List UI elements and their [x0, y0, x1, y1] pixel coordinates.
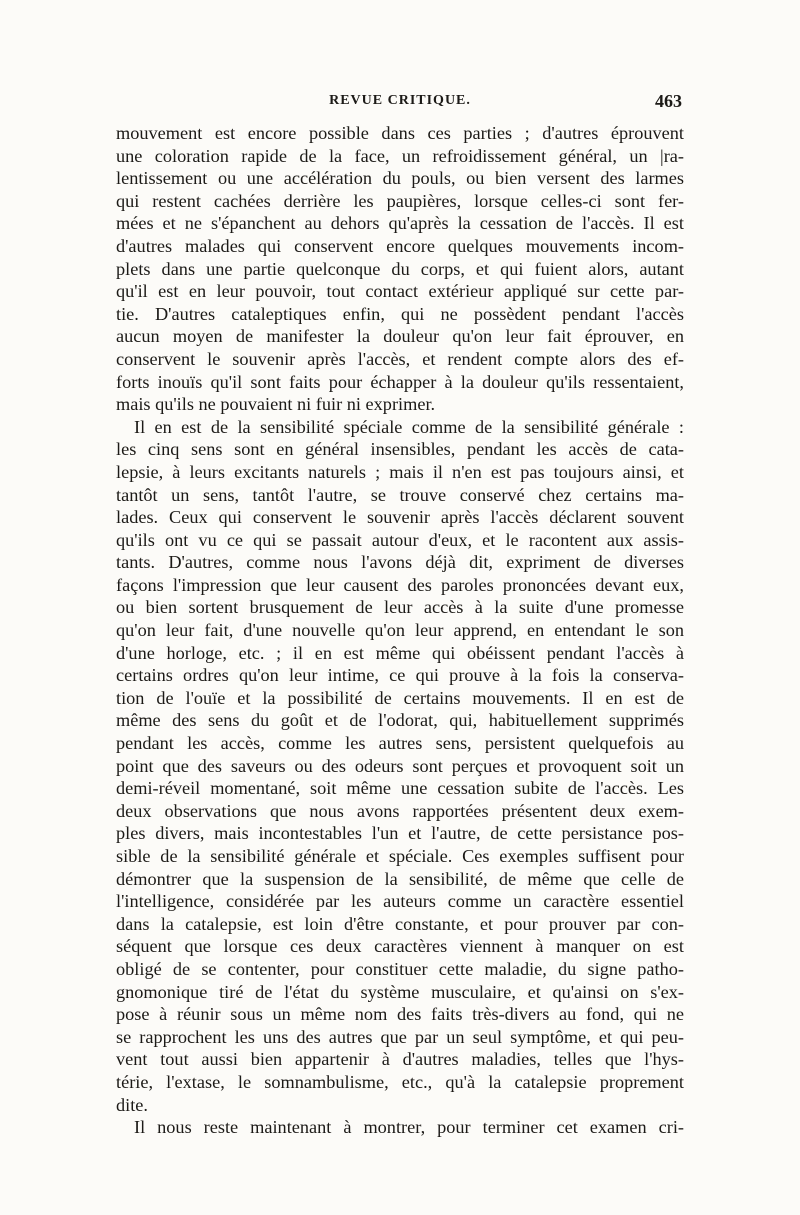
- text-line: gnomonique tiré de l'état du système musculaire, et qu'ainsi on s'ex-: [116, 981, 684, 1002]
- text-line: ples divers, mais incontestables l'un et l'autre, de cette persistance pos-: [116, 823, 684, 844]
- text-line: séquent que lorsque ces deux caractères viennent à manquer on est: [116, 936, 684, 957]
- text-line: pendant les accès, comme les autres sens, persistent quelquefois au: [116, 733, 684, 754]
- text-line: ou bien sortent brusquement de leur accès à la suite d'une promesse: [116, 597, 684, 618]
- text-line: lepsie, à leurs excitants naturels ; mais il n'en est pas toujours ainsi, et: [116, 461, 684, 482]
- text-line: même des sens du goût et de l'odorat, qui, habituellement supprimés: [116, 710, 684, 731]
- text-line: aucun moyen de manifester la douleur qu'on leur fait éprouver, en: [116, 326, 684, 347]
- text-line: point que des saveurs ou des odeurs sont perçues et provoquent soit un: [116, 755, 684, 776]
- text-line: dans la catalepsie, est loin d'être constante, et pour prouver par con-: [116, 913, 684, 934]
- text-line: Il en est de la sensibilité spéciale comme de la sensibilité générale :: [134, 416, 684, 437]
- text-line: térie, l'extase, le somnambulisme, etc., qu'à la catalepsie proprement: [116, 1071, 684, 1092]
- text-line: tie. D'autres cataleptiques enfin, qui ne possèdent pendant l'accès: [116, 303, 684, 324]
- text-line: demi-réveil momentané, soit même une cessation subite de l'accès. Les: [116, 778, 684, 799]
- page-number: 463: [655, 91, 682, 111]
- text-line: lades. Ceux qui conservent le souvenir après l'accès déclarent souvent: [116, 507, 684, 528]
- text-line: sible de la sensibilité générale et spéciale. Ces exemples suffisent pour: [116, 846, 684, 866]
- text-line: se rapprochent les uns des autres que par un seul symptôme, et qui peu-: [116, 1026, 684, 1047]
- text-line: forts inouïs qu'il sont faits pour échapper à la douleur qu'ils ressentaient,: [116, 371, 684, 392]
- page-header: [116, 93, 684, 117]
- text-line: mées et ne s'épanchent au dehors qu'après la cessation de l'accès. Il est: [116, 213, 684, 234]
- text-line: qu'on leur fait, d'une nouvelle qu'on leur apprend, en entendant le son: [116, 620, 684, 641]
- text-line: certains ordres qu'on leur intime, ce qui prouve à la fois la conserva-: [116, 665, 684, 686]
- text-line: d'autres malades qui conservent encore quelques mouvements incom-: [116, 235, 684, 256]
- text-line: tants. D'autres, comme nous l'avons déjà dit, expriment de diverses: [116, 552, 684, 573]
- text-line: pose à réunir sous un même nom des faits très-divers au fond, qui ne: [116, 1004, 684, 1025]
- text-line: l'intelligence, considérée par les auteurs comme un caractère essentiel: [116, 891, 684, 912]
- text-line: une coloration rapide de la face, un refroidissement général, un |ra-: [116, 145, 684, 166]
- text-line: lentissement ou une accélération du pouls, ou bien versent des larmes: [116, 168, 684, 189]
- text-line: tion de l'ouïe et la possibilité de certains mouvements. Il en est de: [116, 687, 684, 708]
- text-line: qui restent cachées derrière les paupières, lorsque celles-ci sont fer-: [116, 190, 684, 211]
- text-line: Il nous reste maintenant à montrer, pour terminer cet examen cri-: [134, 1117, 684, 1138]
- text-line: obligé de se contenter, pour constituer cette maladie, du signe patho-: [116, 958, 684, 979]
- text-line: qu'il est en leur pouvoir, tout contact extérieur appliqué sur cette par-: [116, 281, 684, 302]
- text-line: mouvement est encore possible dans ces parties ; d'autres éprouvent: [116, 123, 684, 143]
- body-text: [116, 122, 684, 1139]
- text-line: plets dans une partie quelconque du corps, et qui fuient alors, autant: [116, 258, 684, 279]
- text-line: tantôt un sens, tantôt l'autre, se trouve conservé chez certains ma-: [116, 484, 684, 505]
- text-line: les cinq sens sont en général insensibles, pendant les accès de cata-: [116, 439, 684, 460]
- text-line: conservent le souvenir après l'accès, et rendent compte alors des ef-: [116, 348, 684, 369]
- text-line: dite.: [116, 1094, 148, 1115]
- running-title: REVUE CRITIQUE.: [329, 93, 471, 108]
- text-line: démontrer que la suspension de la sensibilité, de même que celle de: [116, 868, 684, 889]
- text-line: mais qu'ils ne pouvaient ni fuir ni exprimer.: [116, 394, 436, 415]
- text-line: deux observations que nous avons rapportées présentent deux exem-: [116, 800, 684, 821]
- text-line: d'une horloge, etc. ; il en est même qui obéissent pendant l'accès à: [116, 642, 684, 663]
- text-line: qu'ils ont vu ce qui se passait autour d'eux, et le racontent aux assis-: [116, 529, 684, 550]
- text-line: vent tout aussi bien appartenir à d'autres maladies, telles que l'hys-: [116, 1049, 684, 1070]
- text-line: façons l'impression que leur causent des paroles prononcées devant eux,: [116, 574, 684, 595]
